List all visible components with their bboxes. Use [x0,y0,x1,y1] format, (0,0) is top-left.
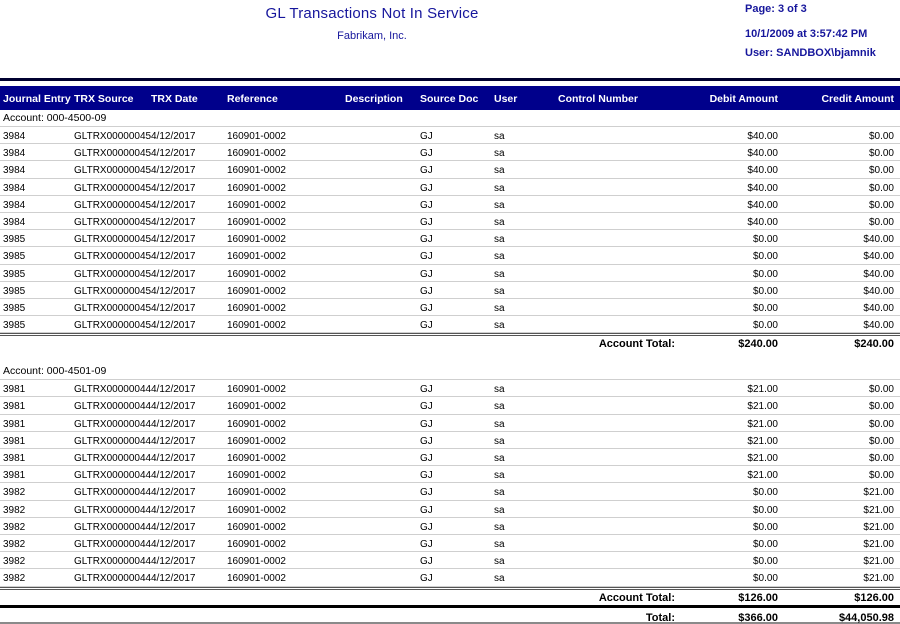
cell-reference: 160901-0002 [227,216,286,228]
table-row [0,483,900,500]
cell-user: sa [494,182,505,194]
cell-trx-source: GLTRX00000044 [74,538,152,550]
cell-credit-amount: $0.00 [868,165,894,177]
cell-reference: 160901-0002 [227,504,286,516]
cell-trx-source: GLTRX00000044 [74,470,152,482]
cell-trx-date: 4/12/2017 [151,556,196,568]
cell-user: sa [494,285,505,297]
cell-source-doc: GJ [420,538,433,550]
cell-trx-source: GLTRX00000045 [74,148,152,160]
table-row [0,127,900,144]
table-row [0,230,900,247]
cell-debit-amount: $0.00 [752,268,778,280]
cell-credit-amount: $0.00 [868,182,894,194]
cell-trx-source: GLTRX00000044 [74,401,152,413]
cell-trx-date: 4/12/2017 [151,521,196,533]
grand-total-credit: $44,050.98 [838,611,894,624]
cell-source-doc: GJ [420,131,433,142]
cell-reference: 160901-0002 [227,182,286,194]
cell-debit-amount: $40.00 [747,148,778,160]
cell-trx-date: 4/12/2017 [151,268,196,280]
cell-trx-date: 4/12/2017 [151,234,196,246]
cell-debit-amount: $21.00 [747,435,778,447]
account-total-row [0,333,900,351]
cell-journal-entry: 3982 [3,573,26,585]
account-label: Account: 000-4500-09 [3,112,107,124]
cell-trx-date: 4/12/2017 [151,401,196,413]
cell-trx-date: 4/12/2017 [151,538,196,550]
cell-journal-entry: 3985 [3,268,26,280]
account-total-debit: $126.00 [738,591,778,604]
cell-reference: 160901-0002 [227,401,286,413]
cell-reference: 160901-0002 [227,234,286,246]
cell-debit-amount: $40.00 [747,182,778,194]
cell-journal-entry: 3982 [3,504,26,516]
cell-credit-amount: $40.00 [863,251,894,263]
cell-source-doc: GJ [420,302,433,314]
cell-trx-source: GLTRX00000044 [74,487,152,499]
cell-debit-amount: $0.00 [752,302,778,314]
cell-reference: 160901-0002 [227,487,286,499]
cell-credit-amount: $0.00 [868,216,894,228]
cell-debit-amount: $0.00 [752,487,778,499]
cell-journal-entry: 3985 [3,251,26,263]
cell-reference: 160901-0002 [227,418,286,430]
cell-journal-entry: 3981 [3,401,26,413]
cell-debit-amount: $21.00 [747,470,778,482]
column-credit-amount: Credit Amount [821,93,894,105]
cell-credit-amount: $0.00 [868,435,894,447]
cell-credit-amount: $21.00 [863,573,894,585]
table-row [0,552,900,569]
cell-user: sa [494,538,505,550]
report-header [0,0,900,78]
cell-debit-amount: $21.00 [747,401,778,413]
cell-trx-date: 4/12/2017 [151,487,196,499]
cell-debit-amount: $21.00 [747,418,778,430]
cell-trx-source: GLTRX00000044 [74,504,152,516]
cell-debit-amount: $40.00 [747,199,778,211]
cell-debit-amount: $0.00 [752,285,778,297]
account-total-label: Account Total: [598,338,675,351]
table-row [0,501,900,518]
cell-debit-amount: $21.00 [747,453,778,464]
cell-journal-entry: 3982 [3,556,26,568]
cell-user: sa [494,234,505,246]
table-row [0,316,900,333]
cell-trx-source: GLTRX00000045 [74,131,152,142]
grand-total-label: Total: [645,611,675,624]
account-total-debit: $240.00 [738,338,778,351]
cell-journal-entry: 3984 [3,131,26,142]
cell-credit-amount: $40.00 [863,285,894,297]
account-rows [0,379,900,586]
report-title: GL Transactions Not In Service [265,5,479,22]
cell-journal-entry: 3984 [3,165,26,177]
cell-credit-amount: $40.00 [863,268,894,280]
cell-user: sa [494,268,505,280]
cell-user: sa [494,504,505,516]
cell-journal-entry: 3981 [3,435,26,447]
cell-trx-source: GLTRX00000045 [74,268,152,280]
account-label: Account: 000-4501-09 [3,365,107,378]
table-row [0,179,900,196]
cell-credit-amount: $40.00 [863,320,894,332]
cell-debit-amount: $0.00 [752,251,778,263]
table-row [0,380,900,397]
cell-reference: 160901-0002 [227,148,286,160]
account-rows [0,126,900,333]
cell-journal-entry: 3984 [3,148,26,160]
cell-trx-source: GLTRX00000045 [74,320,152,332]
cell-user: sa [494,487,505,499]
cell-source-doc: GJ [420,401,433,413]
table-row [0,282,900,299]
cell-debit-amount: $21.00 [747,384,778,396]
cell-trx-source: GLTRX00000045 [74,165,152,177]
table-row [0,299,900,316]
column-journal-entry: Journal Entry [3,93,71,105]
cell-journal-entry: 3985 [3,302,26,314]
cell-trx-date: 4/12/2017 [151,504,196,516]
column-reference: Reference [227,93,278,105]
cell-source-doc: GJ [420,573,433,585]
cell-journal-entry: 3981 [3,453,26,464]
column-trx-source: TRX Source [74,93,134,105]
cell-reference: 160901-0002 [227,435,286,447]
cell-debit-amount: $0.00 [752,504,778,516]
cell-journal-entry: 3984 [3,182,26,194]
cell-journal-entry: 3985 [3,320,26,332]
cell-credit-amount: $21.00 [863,556,894,568]
cell-trx-date: 4/12/2017 [151,182,196,194]
cell-reference: 160901-0002 [227,521,286,533]
column-debit-amount: Debit Amount [709,93,778,105]
cell-trx-source: GLTRX00000044 [74,384,152,396]
table-row [0,144,900,161]
cell-journal-entry: 3982 [3,521,26,533]
cell-trx-date: 4/12/2017 [151,216,196,228]
cell-source-doc: GJ [420,504,433,516]
page-info [745,3,876,59]
cell-reference: 160901-0002 [227,384,286,396]
cell-journal-entry: 3985 [3,285,26,297]
account-total-credit: $126.00 [854,591,894,604]
account-total-credit: $240.00 [854,338,894,351]
table-row [0,569,900,586]
cell-user: sa [494,165,505,177]
cell-user: sa [494,453,505,464]
cell-user: sa [494,470,505,482]
cell-credit-amount: $21.00 [863,538,894,550]
cell-reference: 160901-0002 [227,199,286,211]
cell-credit-amount: $0.00 [868,418,894,430]
cell-source-doc: GJ [420,470,433,482]
cell-reference: 160901-0002 [227,268,286,280]
cell-trx-source: GLTRX00000044 [74,435,152,447]
cell-trx-date: 4/12/2017 [151,302,196,314]
print-user: User: SANDBOX\bjamnik [745,47,876,59]
cell-user: sa [494,573,505,585]
cell-source-doc: GJ [420,384,433,396]
grand-total-row [0,605,900,622]
cell-credit-amount: $40.00 [863,234,894,246]
cell-debit-amount: $0.00 [752,320,778,332]
cell-source-doc: GJ [420,165,433,177]
table-row [0,265,900,282]
column-user: User [494,93,518,105]
cell-trx-date: 4/12/2017 [151,285,196,297]
cell-source-doc: GJ [420,285,433,297]
cell-debit-amount: $0.00 [752,573,778,585]
cell-trx-date: 4/12/2017 [151,165,196,177]
cell-credit-amount: $0.00 [868,384,894,396]
cell-credit-amount: $21.00 [863,521,894,533]
cell-user: sa [494,251,505,263]
cell-trx-date: 4/12/2017 [151,148,196,160]
cell-source-doc: GJ [420,418,433,430]
cell-debit-amount: $40.00 [747,216,778,228]
cell-source-doc: GJ [420,435,433,447]
cell-journal-entry: 3984 [3,216,26,228]
cell-trx-source: GLTRX00000044 [74,453,152,464]
cell-source-doc: GJ [420,251,433,263]
cell-source-doc: GJ [420,320,433,332]
cell-trx-source: GLTRX00000045 [74,182,152,194]
table-row [0,466,900,483]
cell-source-doc: GJ [420,487,433,499]
cell-credit-amount: $0.00 [868,199,894,211]
cell-trx-source: GLTRX00000045 [74,234,152,246]
cell-source-doc: GJ [420,453,433,464]
cell-user: sa [494,131,505,142]
company-name: Fabrikam, Inc. [337,30,407,42]
cell-debit-amount: $0.00 [752,521,778,533]
print-datetime: 10/1/2009 at 3:57:42 PM [745,28,868,40]
cell-trx-source: GLTRX00000044 [74,573,152,585]
cell-source-doc: GJ [420,199,433,211]
cell-journal-entry: 3981 [3,418,26,430]
cell-trx-source: GLTRX00000045 [74,251,152,263]
cell-reference: 160901-0002 [227,320,286,332]
cell-journal-entry: 3985 [3,234,26,246]
cell-user: sa [494,148,505,160]
cell-source-doc: GJ [420,234,433,246]
cell-trx-source: GLTRX00000044 [74,556,152,568]
cell-journal-entry: 3981 [3,470,26,482]
cell-user: sa [494,302,505,314]
cell-reference: 160901-0002 [227,302,286,314]
table-row [0,449,900,466]
cell-trx-date: 4/12/2017 [151,573,196,585]
account-total-label: Account Total: [598,591,675,604]
cell-credit-amount: $0.00 [868,131,894,142]
cell-trx-date: 4/12/2017 [151,320,196,332]
cell-credit-amount: $21.00 [863,487,894,499]
cell-source-doc: GJ [420,268,433,280]
cell-reference: 160901-0002 [227,556,286,568]
cell-trx-source: GLTRX00000044 [74,521,152,533]
cell-user: sa [494,418,505,430]
cell-reference: 160901-0002 [227,251,286,263]
table-row [0,161,900,178]
cell-reference: 160901-0002 [227,573,286,585]
table-column-header [0,86,900,110]
cell-trx-date: 4/12/2017 [151,453,196,464]
cell-trx-source: GLTRX00000045 [74,302,152,314]
cell-reference: 160901-0002 [227,453,286,464]
cell-credit-amount: $0.00 [868,470,894,482]
cell-journal-entry: 3982 [3,487,26,499]
table-row [0,213,900,230]
cell-credit-amount: $21.00 [863,504,894,516]
cell-credit-amount: $0.00 [868,453,894,464]
cell-user: sa [494,199,505,211]
cell-user: sa [494,320,505,332]
table-row [0,518,900,535]
cell-credit-amount: $0.00 [868,401,894,413]
cell-trx-source: GLTRX00000045 [74,285,152,297]
cell-debit-amount: $0.00 [752,234,778,246]
cell-source-doc: GJ [420,521,433,533]
cell-credit-amount: $40.00 [863,302,894,314]
cell-source-doc: GJ [420,148,433,160]
table-row [0,397,900,414]
cell-reference: 160901-0002 [227,470,286,482]
grand-total-debit: $366.00 [738,611,778,624]
cell-trx-date: 4/12/2017 [151,435,196,447]
table-row [0,247,900,264]
cell-user: sa [494,521,505,533]
cell-user: sa [494,384,505,396]
cell-reference: 160901-0002 [227,285,286,297]
cell-trx-source: GLTRX00000044 [74,418,152,430]
cell-debit-amount: $0.00 [752,556,778,568]
cell-debit-amount: $40.00 [747,131,778,142]
cell-source-doc: GJ [420,556,433,568]
cell-trx-date: 4/12/2017 [151,418,196,430]
column-control-number: Control Number [558,93,638,105]
page-number: Page: 3 of 3 [745,3,807,15]
cell-trx-date: 4/12/2017 [151,199,196,211]
cell-trx-date: 4/12/2017 [151,470,196,482]
cell-source-doc: GJ [420,216,433,228]
account-total-row [0,587,900,605]
cell-reference: 160901-0002 [227,165,286,177]
spacer [0,351,900,363]
cell-debit-amount: $0.00 [752,538,778,550]
cell-journal-entry: 3981 [3,384,26,396]
cell-trx-source: GLTRX00000045 [74,216,152,228]
cell-user: sa [494,401,505,413]
cell-user: sa [494,216,505,228]
cell-journal-entry: 3982 [3,538,26,550]
cell-reference: 160901-0002 [227,131,286,142]
cell-debit-amount: $40.00 [747,165,778,177]
cell-trx-date: 4/12/2017 [151,384,196,396]
cell-journal-entry: 3984 [3,199,26,211]
column-source-doc: Source Doc [420,93,479,105]
cell-reference: 160901-0002 [227,538,286,550]
cell-trx-source: GLTRX00000045 [74,199,152,211]
table-body [0,110,900,605]
table-row [0,535,900,552]
cell-trx-date: 4/12/2017 [151,131,196,142]
column-description: Description [345,93,403,105]
cell-user: sa [494,556,505,568]
cell-trx-date: 4/12/2017 [151,251,196,263]
title-block [0,5,744,42]
cell-user: sa [494,435,505,447]
cell-credit-amount: $0.00 [868,148,894,160]
table-row [0,432,900,449]
cell-source-doc: GJ [420,182,433,194]
table-row [0,415,900,432]
column-trx-date: TRX Date [151,93,198,105]
table-row [0,196,900,213]
